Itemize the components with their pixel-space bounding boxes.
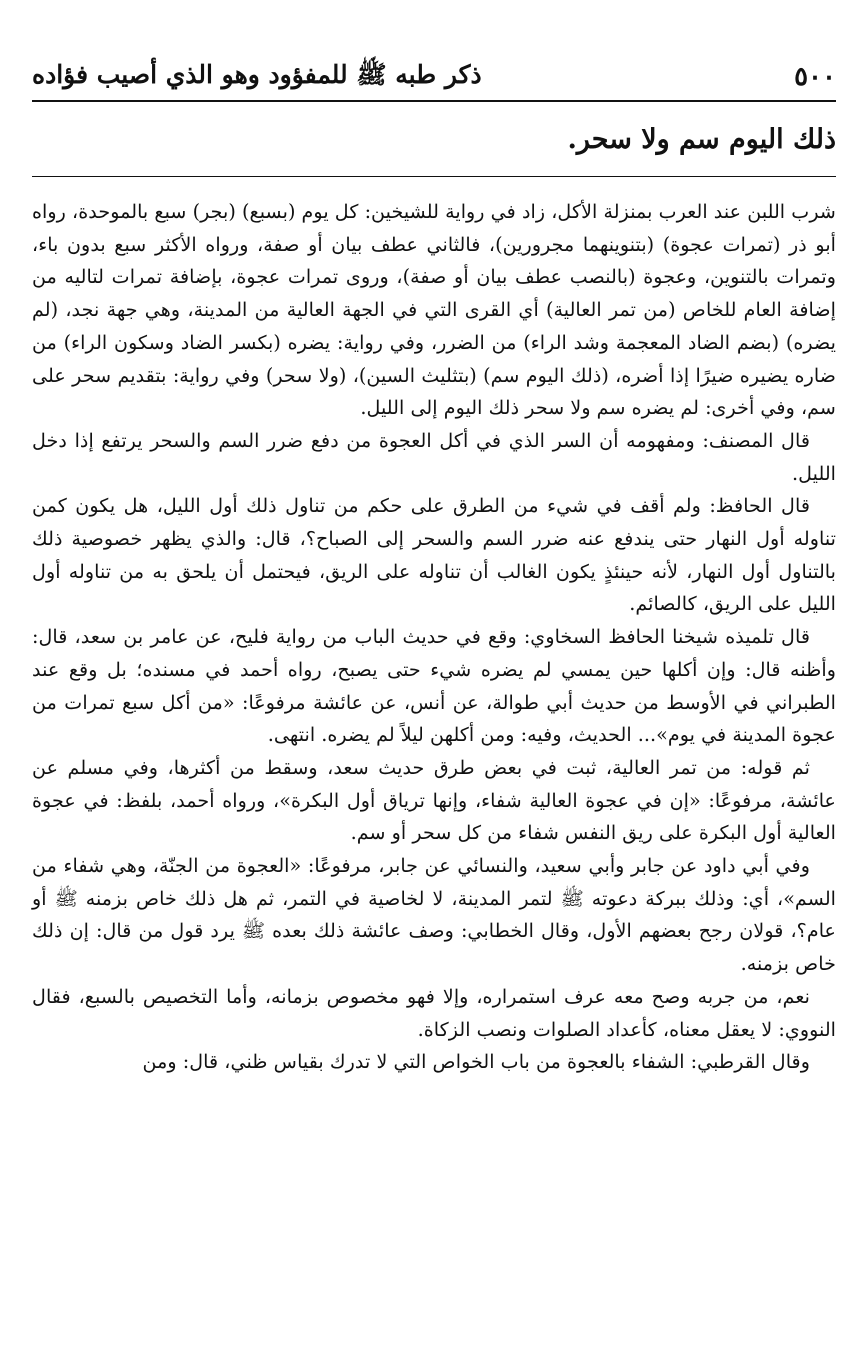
commentary-paragraph: قال الحافظ: ولم أقف في شيء من الطرق على حكم من تناول ذلك أول الليل، هل يكون كمن تناوله أول النهار حتى يندفع عنه ضرر السم والسحر إلى الصباح؟، قال: والذي يظهر خصوصية ذلك بالتناول أول النهار، لأنه حينئذٍ يكون الغالب أن تناوله على الريق، فيحتمل أن يلحق به من تناوله أول الليل على الريق، كالصائم. — [32, 494, 836, 616]
commentary-paragraph: وقال القرطبي: الشفاء بالعجوة من باب الخواص التي لا تدرك بقياس ظني، قال: ومن — [142, 1050, 810, 1074]
running-title: ذكر طبه ﷺ للمفؤود وهو الذي أصيب فؤاده — [32, 59, 482, 89]
main-text: ذلك اليوم سم ولا سحر. — [567, 124, 836, 155]
footnote-divider — [32, 176, 836, 177]
page-number: ٥٠٠ — [794, 62, 836, 92]
commentary — [32, 196, 836, 1079]
page-header — [32, 54, 836, 102]
commentary-paragraph: وفي أبي داود عن جابر وأبي سعيد، والنسائي عن جابر، مرفوعًا: «العجوة من الجنّة، وهي شفاء من السم»، أي: وذلك ببركة دعوته ﷺ لتمر المدينة، لا لخاصية في التمر، ثم هل ذلك خاص بزمنه ﷺ أو عام؟، قولان رجح بعضهم الأول، وقال الخطابي: وصف عائشة ذلك بعده ﷺ يرد قول من قال: إن ذلك خاص بزمنه. — [32, 854, 836, 976]
commentary-paragraph: ثم قوله: من تمر العالية، ثبت في بعض طرق حديث سعد، وسقط من أكثرها، وفي مسلم عن عائشة، مرفوعًا: «إن في عجوة العالية شفاء، وإنها ترياق أول البكرة»، ورواه أحمد، بلفظ: في عجوة العالية أول البكرة على ريق النفس شفاء من كل سحر أو سم. — [32, 755, 836, 845]
commentary-paragraph: نعم، من جربه وصح معه عرف استمراره، وإلا فهو مخصوص بزمانه، وأما التخصيص بالسبع، فقال النووي: لا يعقل معناه، كأعداد الصلوات ونصب الزكاة. — [32, 984, 836, 1041]
commentary-paragraph: قال تلميذه شيخنا الحافظ السخاوي: وقع في حديث الباب من رواية فليح، عن عامر بن سعد، قال: وأظنه قال: وإن أكلها حين يمسي لم يضره شيء حتى يصبح، رواه أحمد في مسنده؛ بل وقع عند الطبراني في الأوسط من حديث أبي طوالة، عن أنس، عن عائشة مرفوعًا: «من أكل سبع تمرات من عجوة المدينة في يوم»... الحديث، وفيه: ومن أكلهن ليلاً لم يضره. انتهى. — [32, 625, 836, 747]
commentary-paragraph: شرب اللبن عند العرب بمنزلة الأكل، زاد في رواية للشيخين: كل يوم (بسبع) (بجر) سبع بالموحدة، رواه أبو ذر (تمرات عجوة) (بتنوينهما مجرورين)، فالثاني عطف بيان أو صفة، ورواه الأكثر سبع بدون باء، وتمرات بالتنوين، وعجوة (بالنصب عطف بيان أو صفة)، وروى تمرات عجوة، بإضافة تمرات لتاليه من إضافة العام للخاص (من تمر العالية) أي القرى التي في الجهة العالية من المدينة، وهي جهة نجد، (لم يضره) (بضم الضاد المعجمة وشد الراء) من الضرر، وفي رواية: يضره (بكسر الضاد وسكون الراء) من ضاره يضيره ضيرًا إذا أضره، (ذلك اليوم سم) (بتثليث السين)، (ولا سحر) وفي رواية: بتقديم سحر على سم، وفي أخرى: لم يضره سم ولا سحر ذلك اليوم إلى الليل. — [32, 200, 836, 420]
commentary-paragraph: قال المصنف: ومفهومه أن السر الذي في أكل العجوة من دفع ضرر السم والسحر يرتفع إذا دخل الليل. — [32, 428, 836, 485]
